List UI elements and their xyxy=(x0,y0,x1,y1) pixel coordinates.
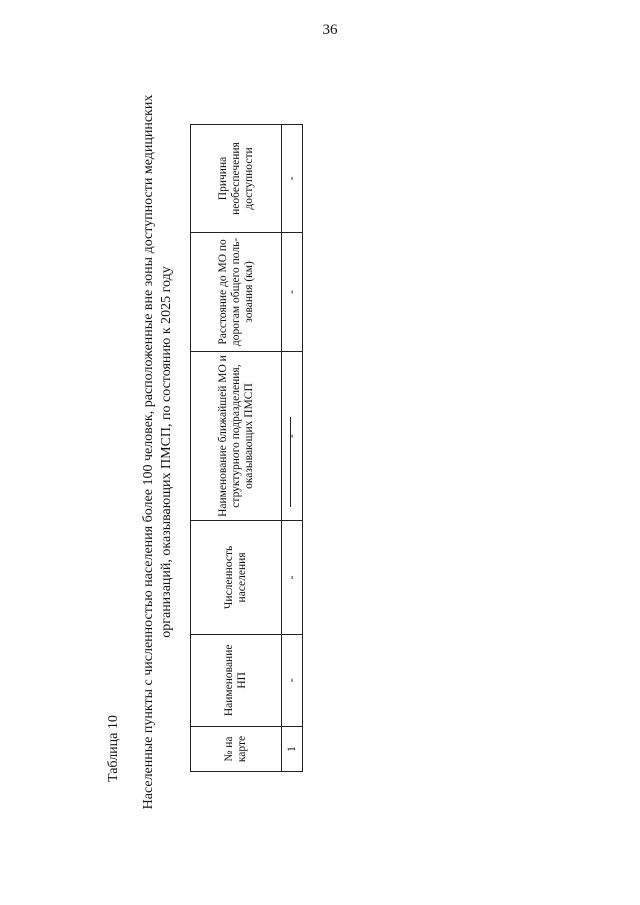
data-table xyxy=(190,124,303,772)
table-row xyxy=(282,125,303,772)
table-label: Таблица 10 xyxy=(106,715,121,782)
cell-population: - xyxy=(282,521,303,634)
header-reason: Причина необеспечения доступности xyxy=(191,125,282,233)
title-line-1: Населенные пункты с численностью населения более 100 человек, расположенные вне зоны доступности медицинских xyxy=(141,94,156,810)
end-rule xyxy=(290,417,291,507)
page-number: 36 xyxy=(322,22,338,38)
table-title xyxy=(140,92,176,812)
cell-map-number: 1 xyxy=(282,727,303,772)
header-nearest-mo: Наименование ближайшей МО и структурного подразделения, оказывающих ПМСП xyxy=(191,351,282,520)
header-population: Численность населения xyxy=(191,521,282,634)
rotated-content xyxy=(100,62,298,842)
table-header-row xyxy=(191,125,282,772)
header-distance: Расстояние до МО по дорогам общего поль-зования (км) xyxy=(191,233,282,352)
header-map-number: № на карте xyxy=(191,727,282,772)
title-line-2: организаций, оказывающих ПМСП, по состоянию к 2025 году xyxy=(159,266,174,638)
cell-distance: - xyxy=(282,233,303,352)
cell-reason: - xyxy=(282,125,303,233)
cell-nearest-mo: - xyxy=(282,351,303,520)
cell-settlement-name: - xyxy=(282,634,303,727)
header-settlement-name: Наименование НП xyxy=(191,634,282,727)
